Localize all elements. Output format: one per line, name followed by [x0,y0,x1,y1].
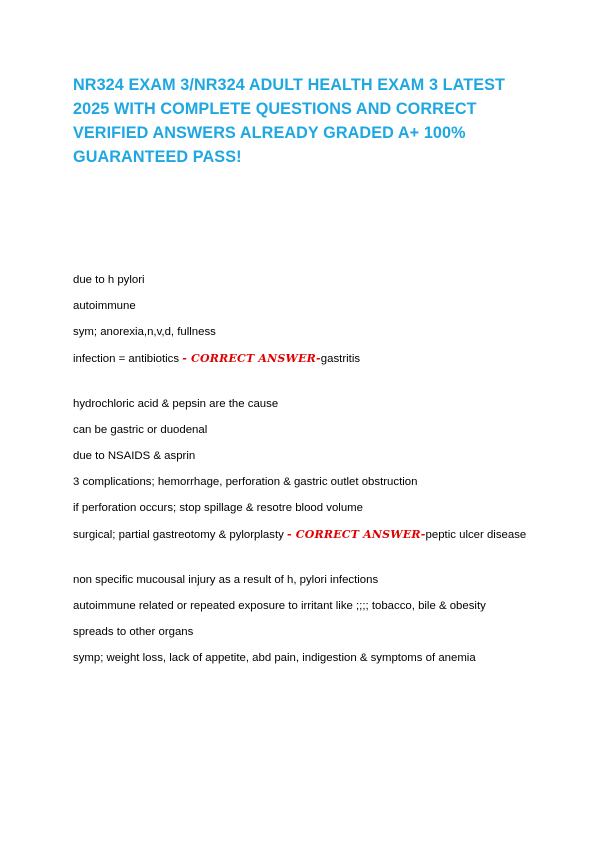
text-line: autoimmune [73,300,136,312]
text-line: can be gastric or duodenal [73,424,208,436]
qa-block-gastritis [73,271,528,369]
text-line: non specific mucousal injury as a result of h, pylori infections [73,574,379,586]
qa-block-chronic-gastritis [73,571,528,668]
answer-text: peptic ulcer disease [425,529,527,541]
text-line: due to NSAIDS & asprin [73,450,196,462]
text-line: due to h pylori [73,274,145,286]
text-line: if perforation occurs; stop spillage & resotre blood volume [73,502,363,514]
answer-text: gastritis [320,353,361,365]
text-line: symp; weight loss, lack of appetite, abd pain, indigestion & symptoms of anemia [73,652,476,664]
answer-line [73,525,528,545]
text-line: sym; anorexia,n,v,d, fullness [73,326,216,338]
document-content [73,271,528,694]
correct-answer-marker: - CORRECT ANSWER- [286,528,426,541]
correct-answer-marker: - CORRECT ANSWER- [182,352,321,365]
answer-prefix: infection = antibiotics [73,353,183,365]
answer-prefix: surgical; partial gastreotomy & pylorplasty [73,529,287,541]
qa-block-peptic-ulcer [73,395,528,545]
text-line: spreads to other organs [73,626,194,638]
answer-line [73,349,528,369]
text-line: 3 complications; hemorrhage, perforation & gastric outlet obstruction [73,476,418,488]
text-line: hydrochloric acid & pepsin are the cause [73,398,279,410]
text-line: autoimmune related or repeated exposure to irritant like ;;;; tobacco, bile & obesity [73,600,486,612]
document-title: NR324 EXAM 3/NR324 ADULT HEALTH EXAM 3 LATEST 2025 WITH COMPLETE QUESTIONS AND CORRECT VERIFIED ANSWERS ALREADY GRADED A+ 100% GUARANTEED PASS! [73,76,506,166]
